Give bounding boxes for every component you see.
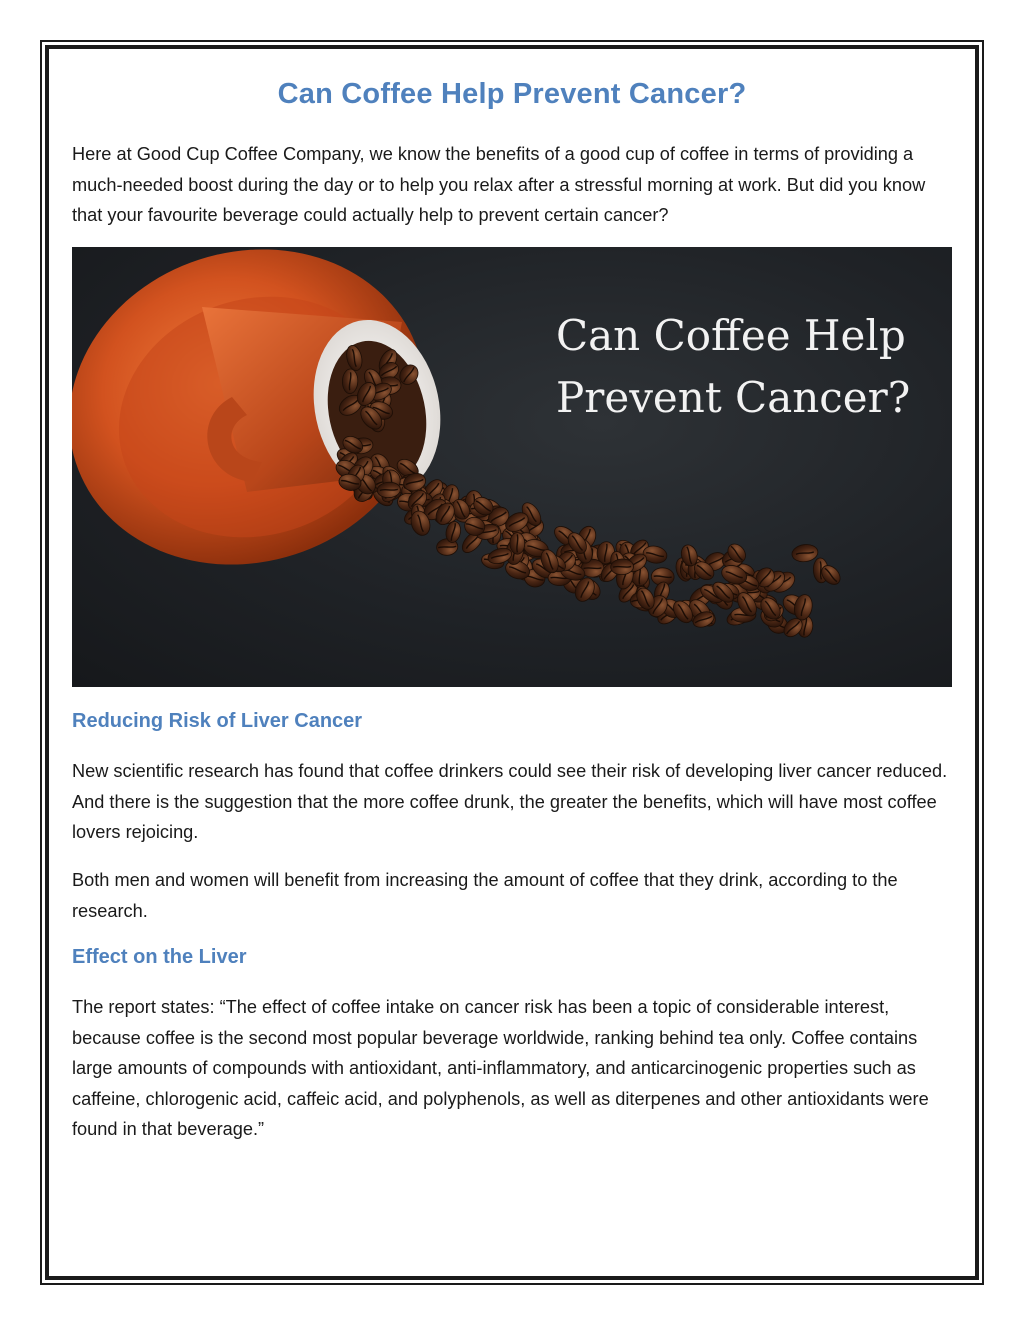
hero-image	[72, 247, 952, 687]
section-paragraph: The report states: “The effect of coffee intake on cancer risk has been a topic of considerable interest, because coffee is the second most popular beverage worldwide, ranking behind tea only. Coffee contains large amounts of compounds with antioxidant, anti-inflammatory, and anticarcinogenic properties such as caffeine, chlorogenic acid, caffeic acid, and polyphenols, as well as diterpenes and other antioxidants were found in that beverage.”	[72, 997, 929, 1139]
section-heading-liver-cancer: Reducing Risk of Liver Cancer	[72, 710, 363, 732]
section-heading-effect-on-liver: Effect on the Liver	[72, 946, 247, 968]
intro-paragraph: Here at Good Cup Coffee Company, we know the benefits of a good cup of coffee in terms of providing a much-needed boost during the day or to help you relax after a stressful morning at work. But did you know that your favourite beverage could actually help to prevent certain cancer?	[72, 144, 926, 225]
page-title: Can Coffee Help Prevent Cancer?	[277, 78, 747, 110]
section-paragraph: New scientific research has found that coffee drinkers could see their risk of developing liver cancer reduced. And there is the suggestion that the more coffee drunk, the greater the benefits, which will have most coffee lovers rejoicing.	[72, 761, 948, 842]
coffee-bean	[510, 532, 525, 554]
hero-title	[556, 305, 910, 429]
hero-title-line2: Prevent Cancer?	[556, 373, 911, 422]
section-paragraph: Both men and women will benefit from increasing the amount of coffee that they drink, according to the research.	[72, 870, 898, 921]
hero-title-line1: Can Coffee Help	[556, 311, 906, 360]
coffee-bean	[791, 543, 819, 563]
